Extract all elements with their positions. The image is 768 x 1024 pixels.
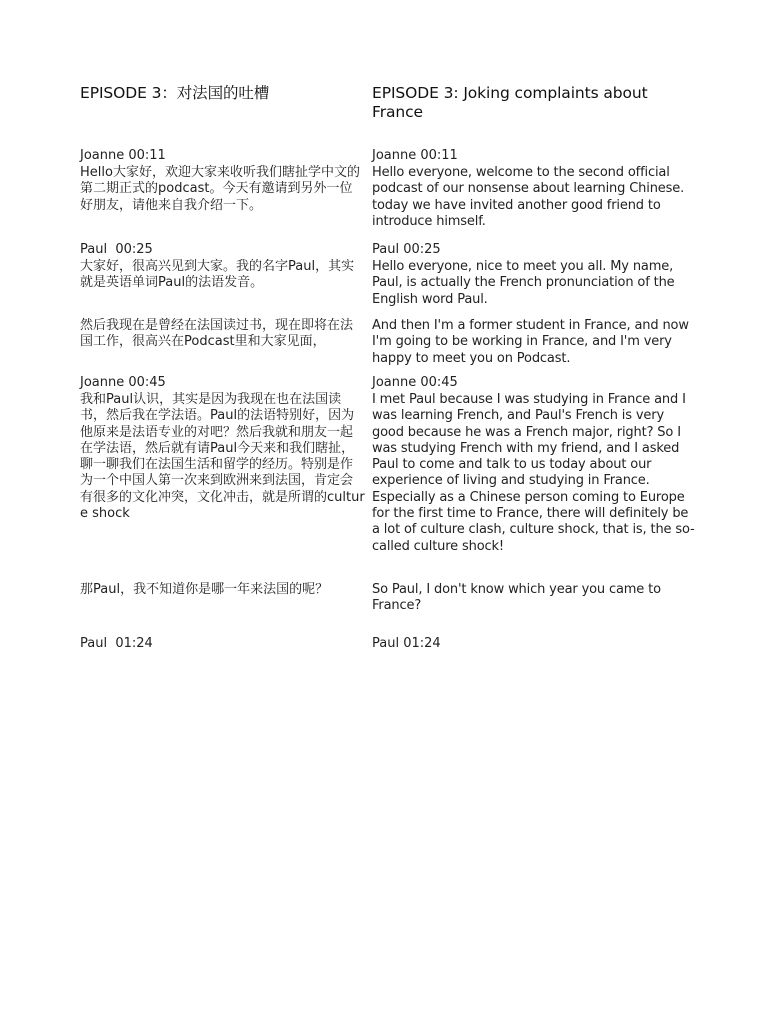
- transcript-text: And then I'm a former student in France, and now I'm going to be working in France, and I'm very happy to meet you on Podcast.: [372, 318, 689, 366]
- english-block-joanne-3: [372, 582, 697, 615]
- chinese-block-joanne-3: [80, 582, 365, 598]
- speaker-label: Paul 01:24: [80, 636, 153, 651]
- english-block-joanne-2: [372, 375, 697, 555]
- english-block-joanne-1: [372, 148, 697, 230]
- speaker-label: Joanne 00:11: [80, 148, 166, 163]
- chinese-block-paul-3: [80, 636, 365, 653]
- transcript-text: Hello everyone, welcome to the second official podcast of our nonsense about learning Chinese. today we have invited another good friend to introduce himself.: [372, 165, 685, 229]
- transcript-text: 我和Paul认识，其实是因为我现在也在法国读书，然后我在学法语。Paul的法语特别好，因为他原来是法语专业的对吧？然后我就和朋友一起在学法语，然后就有请Paul今天来和我们瞎扯，聊一聊我们在法国生活和留学的经历。特别是作为一个中国人第一次来到欧洲来到法国，肯定会有很多的文化冲突，文化冲击，就是所谓的culture shock: [80, 392, 365, 522]
- transcript-text: So Paul, I don't know which year you came to France?: [372, 582, 661, 614]
- transcript-text: Hello everyone, nice to meet you all. My name, Paul, is actually the French pronunciation of the English word Paul.: [372, 259, 675, 307]
- speaker-label: Joanne 00:45: [372, 375, 458, 390]
- chinese-block-joanne-1: [80, 148, 365, 214]
- transcript-text: 然后我现在是曾经在法国读过书，现在即将在法国工作，很高兴在Podcast里和大家见面，: [80, 318, 354, 350]
- speaker-label: Paul 00:25: [80, 242, 153, 257]
- chinese-block-paul-1: [80, 242, 365, 292]
- chinese-episode-title: EPISODE 3：对法国的吐槽: [80, 84, 270, 102]
- speaker-label: Joanne 00:45: [80, 375, 166, 390]
- speaker-label: Paul 01:24: [372, 636, 441, 651]
- chinese-block-paul-2: [80, 318, 365, 351]
- transcript-text: Hello大家好，欢迎大家来收听我们瞎扯学中文的第二期正式的podcast。今天有邀请到另外一位好朋友，请他来自我介绍一下。: [80, 165, 360, 213]
- chinese-block-joanne-2: [80, 375, 365, 522]
- english-block-paul-1: [372, 242, 697, 308]
- speaker-label: Joanne 00:11: [372, 148, 458, 163]
- english-episode-title: EPISODE 3: Joking complaints about France: [372, 84, 648, 121]
- transcript-text: I met Paul because I was studying in France and I was learning French, and Paul's French is very good because he was a French major, right? So I was studying French with my friend, and I asked Paul to come and talk to us today about our experience of living and studying in France. Especially as a Chinese person coming to Europe for the first time to France, there will definitely be a lot of culture clash, culture shock, that is, the so-called culture shock!: [372, 392, 695, 554]
- transcript-text: 大家好，很高兴见到大家。我的名字Paul，其实就是英语单词Paul的法语发音。: [80, 259, 355, 291]
- speaker-label: Paul 00:25: [372, 242, 441, 257]
- english-block-paul-3: [372, 636, 697, 653]
- english-block-paul-2: [372, 318, 697, 367]
- transcript-text: 那Paul，我不知道你是哪一年来法国的呢？: [80, 582, 329, 597]
